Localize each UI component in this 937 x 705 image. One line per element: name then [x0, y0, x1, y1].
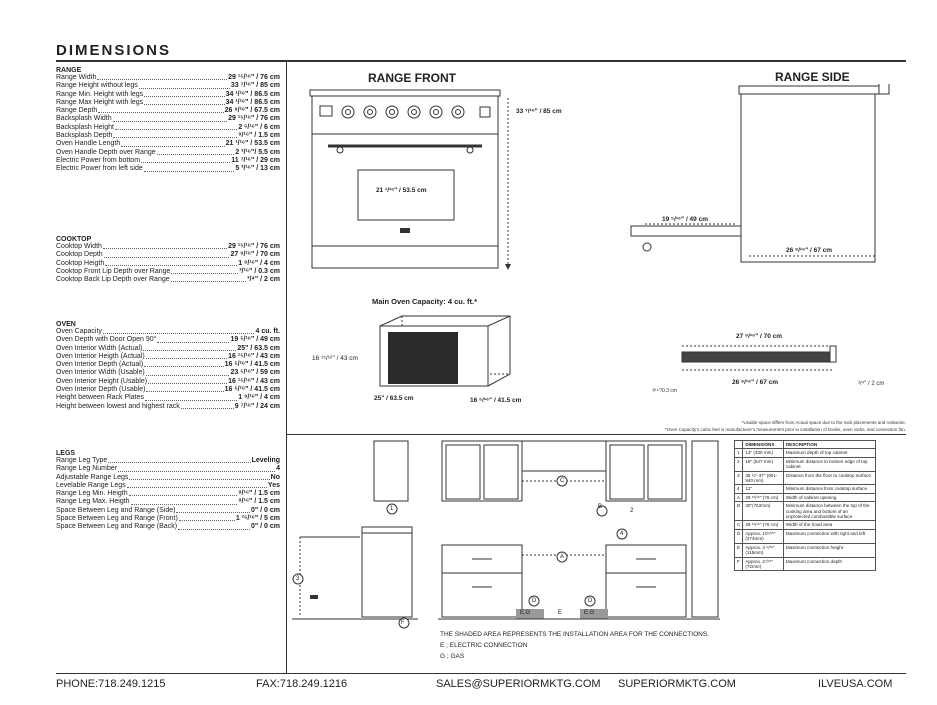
- leader-dots: [108, 457, 250, 463]
- door-depth-label: 19 ⁵/¹⁶" / 49 cm: [662, 216, 708, 223]
- spec-label: Oven Interior Depth (Actual): [56, 361, 144, 369]
- cooktop-left-label: ³/¹⁶"/0.3 cm: [652, 388, 677, 394]
- leader-dots: [146, 353, 227, 359]
- table-cell: Maximum connection depth: [783, 557, 875, 571]
- marker-e: E: [558, 610, 563, 616]
- table-cell: 13" (330 mm): [743, 449, 784, 457]
- table-row: [735, 449, 876, 457]
- leader-dots: [103, 328, 255, 334]
- spec-cooktop: [56, 236, 280, 284]
- spec-label: Electric Power from left side: [56, 165, 143, 173]
- table-cell: Minimum distance from cooktop surface: [783, 485, 875, 493]
- spec-label: Range Max Height with legs: [56, 98, 144, 106]
- leader-dots: [179, 515, 235, 521]
- table-cell: 3: [735, 471, 743, 485]
- leader-dots: [157, 149, 235, 155]
- spec-label: Range Leg Number: [56, 465, 118, 473]
- marker-d-right: D: [588, 598, 593, 604]
- spec-oven: [56, 321, 280, 411]
- spec-label: Range Width: [56, 74, 97, 81]
- marker-b: B: [598, 504, 603, 510]
- spec-row: [56, 369, 280, 377]
- spec-value: 27 ⁹/¹⁶" / 70 cm: [230, 251, 280, 259]
- spec-label: Cooktop Front Lip Depth over Range: [56, 267, 171, 275]
- spec-row: [56, 361, 280, 369]
- leader-dots: [144, 99, 224, 105]
- spec-value: 11 ⁷/¹⁶" / 29 cm: [231, 156, 280, 164]
- leader-dots: [139, 82, 230, 88]
- table-cell: Approx. 4 ⁹/¹⁶" (115mm): [743, 543, 784, 557]
- section-heading: OVEN: [56, 321, 76, 328]
- table-row: [735, 493, 876, 501]
- footer-phone: PHONE:718.249.1215: [56, 678, 166, 690]
- table-cell: 29 ¹⁵/¹⁶" (76 cm): [743, 493, 784, 501]
- spec-row: [56, 403, 280, 411]
- spec-value: ⁹/¹⁶" / 1.5 cm: [238, 490, 280, 498]
- spec-label: Cooktop Width: [56, 243, 102, 250]
- oven-handle-label: 21 ¹/¹⁶" / 53.5 cm: [376, 187, 427, 194]
- table-cell: 2: [735, 457, 743, 471]
- spec-value: ⁹/¹⁶" / 1.5 cm: [238, 498, 280, 506]
- leader-dots: [178, 523, 250, 529]
- spec-row: [56, 107, 280, 115]
- spec-label: Oven Interior Width (Actual): [56, 344, 143, 352]
- column-divider: [286, 62, 287, 673]
- leader-dots: [144, 91, 224, 97]
- spec-value: 29 ¹⁵/¹⁶" / 76 cm: [228, 74, 280, 81]
- leader-dots: [129, 474, 269, 480]
- spec-value: 2 ³/¹⁶"/ 5.5 cm: [235, 148, 280, 156]
- spec-value: 26 ⁹/¹⁶" / 67.5 cm: [224, 107, 280, 115]
- spec-row: [56, 149, 280, 157]
- section-heading: RANGE: [56, 67, 82, 74]
- spec-label: Height between Rack Plates: [56, 394, 144, 402]
- spec-label: Space Between Leg and Range (Front): [56, 515, 178, 523]
- spec-row: [56, 523, 280, 531]
- spec-value: 0" / 0 cm: [250, 506, 280, 514]
- leader-dots: [131, 498, 238, 504]
- spec-row: [56, 124, 280, 132]
- spec-label: Space Between Leg and Range (Side): [56, 506, 176, 514]
- leader-dots: [146, 386, 223, 392]
- footer-email[interactable]: SALES@SUPERIORMKTG.COM: [436, 678, 601, 690]
- spec-value: 16 ¹⁵/¹⁶" / 43 cm: [228, 377, 280, 385]
- table-cell: Maximum depth of top cabinet: [783, 449, 875, 457]
- spec-label: Space Between Leg and Range (Back): [56, 523, 178, 531]
- oven-height-label: 16 ¹⁵/¹⁶" / 43 cm: [312, 355, 358, 362]
- leader-dots: [98, 107, 223, 113]
- oven-depth-label: 16 ⁵/¹⁶" / 41.5 cm: [470, 397, 522, 404]
- footer-website[interactable]: SUPERIORMKTG.COM: [618, 678, 736, 690]
- leader-dots: [105, 260, 237, 266]
- oven-box-drawing: [372, 312, 532, 402]
- spec-label: Cooktop Heigth: [56, 259, 105, 267]
- marker-c: C: [560, 478, 565, 484]
- marker-eg-left: E.G: [520, 610, 531, 616]
- leader-dots: [171, 276, 247, 282]
- spec-value: ⁹/¹⁶" / 1.5 cm: [238, 132, 280, 140]
- leader-dots: [97, 74, 227, 80]
- spec-row: [56, 74, 280, 82]
- spec-value: 16 ¹⁵/¹⁶" / 43 cm: [228, 352, 280, 360]
- section-heading: LEGS: [56, 450, 76, 457]
- spec-value: 1 ⁹/¹⁶" / 4 cm: [238, 394, 280, 402]
- spec-label: Oven Handle Depth over Range: [56, 148, 156, 156]
- range-side-heading: RANGE SIDE: [775, 70, 850, 84]
- spec-label: Oven Interior Depth (Usable): [56, 386, 146, 394]
- spec-value: 29 ¹⁵/¹⁶" / 76 cm: [228, 115, 280, 123]
- spec-label: Range Leg Type: [56, 457, 108, 464]
- leader-dots: [176, 507, 250, 513]
- table-row: [735, 502, 876, 521]
- spec-value: Leveling: [251, 457, 280, 464]
- spec-row: [56, 91, 280, 99]
- spec-row: [56, 465, 280, 473]
- spec-value: 19 ⁵/¹⁶" / 49 cm: [230, 336, 280, 344]
- spec-row: [56, 243, 280, 251]
- table-row: [735, 471, 876, 485]
- spec-label: Backsplash Height: [56, 123, 114, 131]
- marker-eg-right: E.G: [584, 610, 595, 616]
- spec-value: ³/¹⁶" / 0.3 cm: [239, 267, 280, 275]
- legend-electric: E ; ELECTRIC CONNECTION: [440, 642, 528, 649]
- spec-value: 29 ¹⁵/¹⁶" / 76 cm: [228, 243, 280, 250]
- table-row: [735, 529, 876, 543]
- leader-dots: [127, 482, 267, 488]
- leader-dots: [113, 132, 237, 138]
- spec-row: [56, 336, 280, 344]
- spec-range: [56, 67, 280, 174]
- usable-note: *Usable space differs from Actual space due to the rack placements and rotisserie.: [741, 420, 906, 425]
- table-cell: 18" (547 mm): [743, 457, 784, 471]
- leader-dots: [143, 345, 236, 351]
- table-cell: 35 ½"-37" (901-940 mm): [743, 471, 784, 485]
- spec-label: Backsplash Depth: [56, 132, 113, 140]
- leader-dots: [157, 336, 229, 342]
- spec-value: 1 ⁹/¹⁶" / 4 cm: [238, 259, 280, 267]
- spec-row: [56, 345, 280, 353]
- spec-row: [56, 378, 280, 386]
- table-cell: D: [735, 529, 743, 543]
- table-cell: 1: [735, 449, 743, 457]
- spec-row: [56, 515, 280, 523]
- table-cell: Width of the hood area: [783, 521, 875, 529]
- spec-value: 34 ¹/¹⁶" / 86.5 cm: [225, 90, 280, 98]
- leader-dots: [145, 394, 237, 400]
- spec-label: Oven Interior Width (Usable): [56, 369, 145, 377]
- range-front-drawing: [300, 88, 530, 278]
- oven-width-label: 25" / 63.5 cm: [374, 395, 414, 402]
- spec-value: 9 ⁷/¹⁶" / 24 cm: [234, 402, 280, 410]
- table-cell: 4: [735, 485, 743, 493]
- spec-value: ³/⁴" / 2 cm: [247, 276, 280, 284]
- footer-rule: [56, 673, 906, 674]
- spec-legs: [56, 450, 280, 532]
- title-rule: [56, 60, 906, 62]
- spec-value: 34 ¹/¹⁶" / 86.5 cm: [225, 98, 280, 106]
- table-row: [735, 543, 876, 557]
- table-cell: Width of cabinet opening: [783, 493, 875, 501]
- table-cell: B: [735, 502, 743, 521]
- installation-drawing: [288, 437, 728, 637]
- range-side-drawing: [625, 84, 910, 264]
- cooktop-side-drawing: [676, 340, 846, 380]
- marker-3: 3: [296, 576, 300, 582]
- leader-dots: [181, 403, 234, 409]
- leader-dots: [113, 115, 228, 121]
- spec-row: [56, 498, 280, 506]
- leader-dots: [121, 140, 224, 146]
- range-height-label: 33 ⁷/¹⁶" / 85 cm: [516, 108, 562, 115]
- side-depth-label: 26 ⁹/¹⁶" / 67 cm: [786, 247, 833, 254]
- shaded-area-note: THE SHADED AREA REPRESENTS THE INSTALLATION AREA FOR THE CONNECTIONS.: [440, 631, 709, 638]
- table-cell: F: [735, 557, 743, 571]
- oven-capacity-heading: Main Oven Capacity: 4 cu. ft.*: [372, 297, 478, 306]
- spec-value: No: [270, 473, 280, 481]
- table-header-cell: DESCRIPTION: [783, 441, 875, 449]
- spec-row: [56, 457, 280, 465]
- table-cell: Approx. 10⁷/¹⁶" (274mm): [743, 529, 784, 543]
- spec-row: [56, 99, 280, 107]
- marker-4: 4: [620, 531, 624, 537]
- spec-label: Levelable Range Legs: [56, 481, 126, 489]
- range-front-heading: RANGE FRONT: [368, 71, 456, 85]
- table-header-cell: DIMENSIONS: [743, 441, 784, 449]
- spec-label: Adjustable Range Legs: [56, 473, 129, 481]
- leader-dots: [104, 251, 230, 257]
- spec-label: Height between lowest and highest rack: [56, 402, 180, 410]
- dimension-table: [734, 440, 876, 571]
- spec-row: [56, 251, 280, 259]
- table-cell: E: [735, 543, 743, 557]
- spec-label: Oven Depth with Door Open 90°: [56, 336, 157, 344]
- table-row: [735, 557, 876, 571]
- leader-dots: [144, 361, 223, 367]
- spec-label: Cooktop Back Lip Depth over Range: [56, 276, 170, 284]
- spec-row: [56, 394, 280, 402]
- marker-a: A: [560, 554, 565, 560]
- spec-row: [56, 165, 280, 173]
- spec-row: [56, 132, 280, 140]
- spec-value: 16 ⁵/¹⁶" / 41.5 cm: [224, 386, 280, 394]
- table-cell: A: [735, 493, 743, 501]
- table-header-cell: [735, 441, 743, 449]
- spec-row: [56, 157, 280, 165]
- leader-dots: [146, 369, 230, 375]
- table-cell: Minimum distance to bottom edge of top cabinet: [783, 457, 875, 471]
- leader-dots: [141, 157, 230, 163]
- spec-label: Range Depth: [56, 107, 98, 115]
- spec-value: 33 ⁷/¹⁶" / 85 cm: [230, 82, 280, 90]
- spec-row: [56, 268, 280, 276]
- spec-row: [56, 140, 280, 148]
- spec-value: Yes: [267, 481, 280, 489]
- spec-value: 21 ¹/¹⁶" / 53.5 cm: [225, 140, 280, 148]
- spec-label: Oven Interior Height (Usable): [56, 377, 148, 385]
- section-heading: COOKTOP: [56, 236, 92, 243]
- table-cell: Minimum distance between the top of the cooking area and bottom of an unprotected combustible surface: [783, 502, 875, 521]
- spec-label: Range Leg Max. Heigth: [56, 498, 130, 506]
- table-header-row: [735, 441, 876, 449]
- spec-label: Range Height without legs: [56, 82, 138, 90]
- spec-row: [56, 474, 280, 482]
- legend-gas: G ; GAS: [440, 653, 465, 660]
- cooktop-top-label: 27 ⁹/¹⁶" / 70 cm: [736, 333, 783, 340]
- table-cell: Maximum connection height: [783, 543, 875, 557]
- spec-value: 1 ¹⁵/¹⁶" / 5 cm: [235, 515, 280, 523]
- spec-value: 4 cu. ft.: [255, 328, 280, 335]
- spec-label: Oven Handle Length: [56, 140, 121, 148]
- spec-row: [56, 507, 280, 515]
- spec-value: 16 ⁵/¹⁶" / 41.5 cm: [224, 361, 280, 369]
- spec-row: [56, 115, 280, 123]
- spec-row: [56, 260, 280, 268]
- spec-label: Electric Power from bottom: [56, 156, 141, 164]
- leader-dots: [115, 124, 237, 130]
- spec-label: Range Leg Min. Heigth: [56, 490, 128, 498]
- leader-dots: [148, 378, 227, 384]
- marker-f: F: [401, 620, 405, 626]
- spec-row: [56, 482, 280, 490]
- spec-row: [56, 490, 280, 498]
- spec-label: Oven Interior Heigth (Actual): [56, 352, 145, 360]
- table-cell: Distance from the floor to cooktop surface: [783, 471, 875, 485]
- capacity-note: *Oven Capacity's cubic feet is manufacturer's measurement prior to installation of broiler, oven racks, and convection fan.: [664, 427, 906, 432]
- table-row: [735, 485, 876, 493]
- spec-row: [56, 276, 280, 284]
- table-cell: Maximum connection with right and left: [783, 529, 875, 543]
- spec-row: [56, 82, 280, 90]
- table-cell: Approx. 2⁷/¹⁶" (72mm): [743, 557, 784, 571]
- spec-label: Cooktop Depth: [56, 251, 103, 259]
- cooktop-bottom-label: 26 ⁹/¹⁶" / 67 cm: [732, 379, 779, 386]
- spec-label: Backsplash Width: [56, 115, 112, 123]
- spec-value: 2 ⁶/¹⁶" / 6 cm: [238, 123, 280, 131]
- marker-d-left: D: [532, 598, 537, 604]
- leader-dots: [171, 268, 238, 274]
- table-cell: 12": [743, 485, 784, 493]
- footer-ilve-website[interactable]: ILVEUSA.COM: [818, 678, 893, 690]
- cooktop-right-label: ³/⁴" / 2 cm: [858, 381, 885, 387]
- leader-dots: [118, 465, 275, 471]
- table-cell: C: [735, 521, 743, 529]
- spec-label: Range Min. Height with legs: [56, 90, 144, 98]
- marker-2: 2: [630, 508, 634, 514]
- spec-value: 4: [276, 465, 280, 473]
- marker-1: 1: [390, 506, 394, 512]
- spec-value: 25" / 63.5 cm: [237, 344, 280, 352]
- spec-row: [56, 353, 280, 361]
- section-divider: [286, 434, 906, 435]
- table-cell: 29 ¹⁵/¹⁶" (76 cm): [743, 521, 784, 529]
- spec-value: 5 ³/¹⁶" / 13 cm: [235, 165, 280, 173]
- page-title: DIMENSIONS: [56, 42, 172, 59]
- table-row: [735, 521, 876, 529]
- footer-fax: FAX:718.249.1216: [256, 678, 348, 690]
- table-row: [735, 457, 876, 471]
- spec-label: Oven Capacity: [56, 328, 102, 335]
- table-cell: 30"(762mm): [743, 502, 784, 521]
- spec-value: 23 ⁵/¹⁶" / 59 cm: [230, 369, 280, 377]
- spec-value: 0" / 0 cm: [250, 523, 280, 531]
- leader-dots: [103, 243, 227, 249]
- leader-dots: [129, 490, 238, 496]
- leader-dots: [144, 165, 235, 171]
- spec-row: [56, 386, 280, 394]
